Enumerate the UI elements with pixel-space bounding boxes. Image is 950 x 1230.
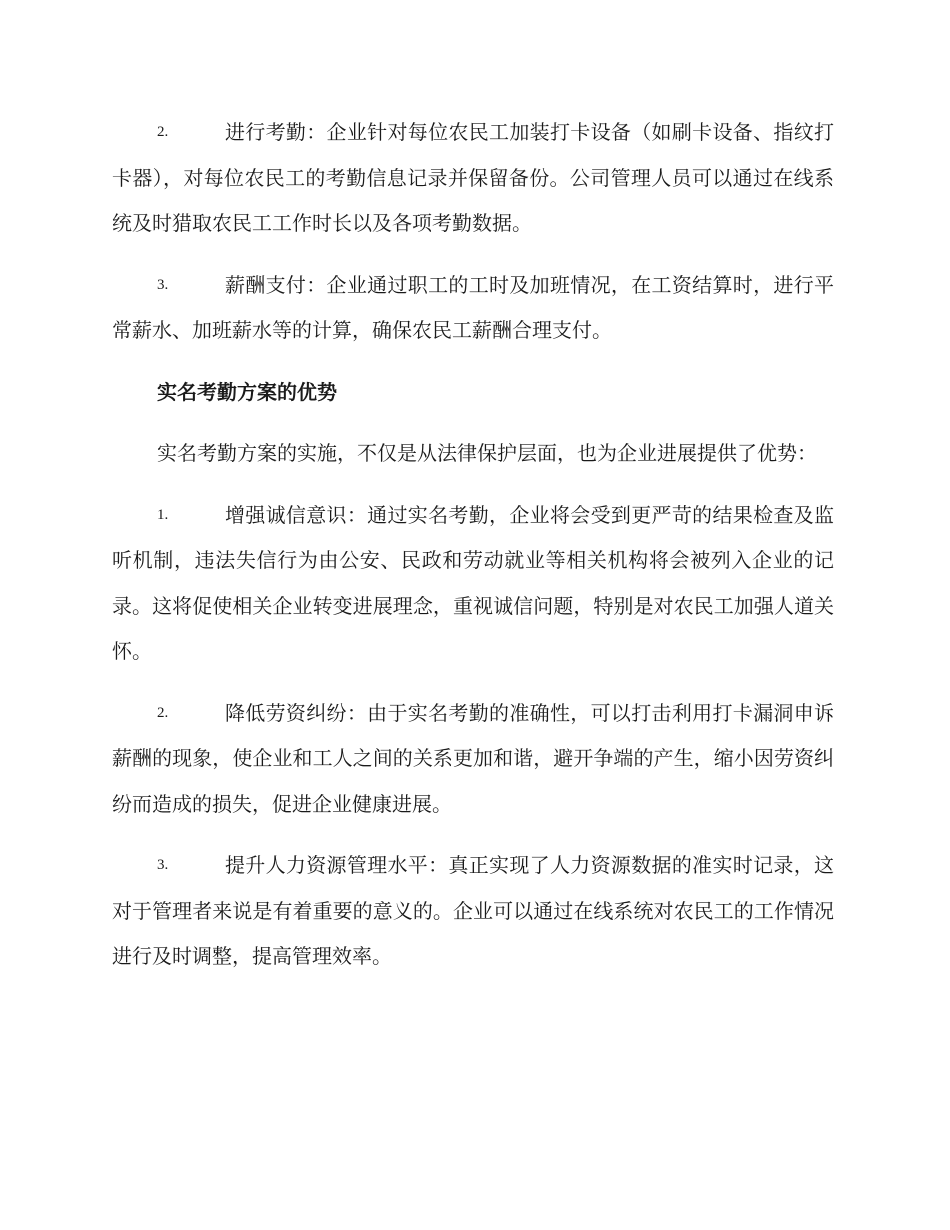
list-item-text: 降低劳资纠纷：由于实名考勤的准确性，可以打击利用打卡漏洞申诉薪酬的现象，使企业和工人之间的关系更加和谐，避开争端的产生，缩小因劳资纠纷而造成的损失，促进企业健康进展。 [112, 700, 834, 816]
list-item-salary [112, 263, 834, 354]
list-item-hr-management [112, 843, 834, 980]
list-item-disputes [112, 691, 834, 828]
list-item-text: 薪酬支付：企业通过职工的工时及加班情况，在工资结算时，进行平常薪水、加班薪水等的计算，确保农民工薪酬合理支付。 [112, 272, 834, 342]
list-number: 3. [157, 276, 169, 293]
list-item-text: 增强诚信意识：通过实名考勤，企业将会受到更严苛的结果检查及监听机制，违法失信行为由公安、民政和劳动就业等相关机构将会被列入企业的记录。这将促使相关企业转变进展理念，重视诚信问题，特别是对农民工加强人道关怀。 [112, 502, 834, 663]
section-heading: 实名考勤方案的优势 [157, 379, 337, 404]
list-item-integrity [112, 493, 834, 675]
list-item-text: 进行考勤：企业针对每位农民工加装打卡设备（如刷卡设备、指纹打卡器），对每位农民工的考勤信息记录并保留备份。公司管理人员可以通过在线系统及时猎取农民工工作时长以及各项考勤数据。 [112, 120, 834, 235]
list-number: 1. [157, 506, 169, 523]
document-page [112, 110, 834, 996]
list-number: 3. [157, 857, 169, 873]
section-intro-paragraph: 实名考勤方案的实施，不仅是从法律保护层面，也为企业进展提供了优势： [157, 441, 817, 465]
list-item-text: 提升人力资源管理水平：真正实现了人力资源数据的准实时记录，这对于管理者来说是有着重要的意义的。企业可以通过在线系统对农民工的工作情况进行及时调整，提高管理效率。 [112, 853, 834, 968]
list-number: 2. [157, 124, 169, 140]
list-item-attendance [112, 110, 834, 247]
list-number: 2. [157, 704, 169, 721]
